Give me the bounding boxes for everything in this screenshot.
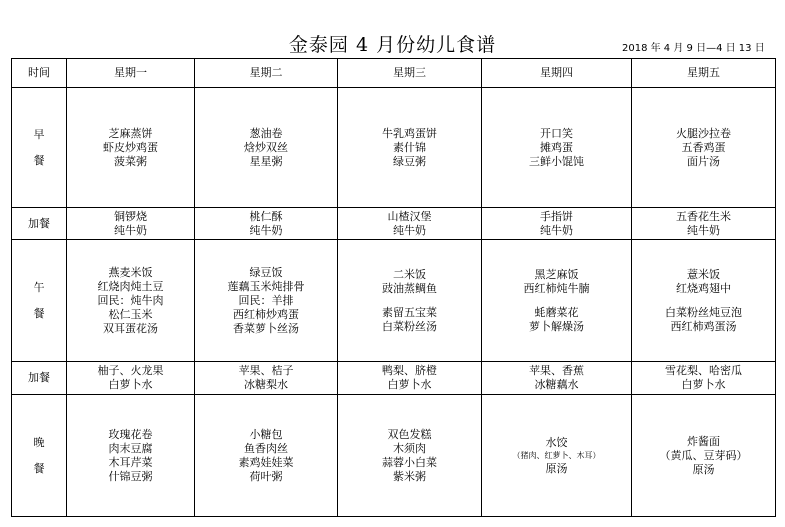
menu-cell	[338, 240, 482, 362]
dish: 西红柿炒鸡蛋	[233, 307, 299, 321]
menu-cell	[482, 88, 632, 208]
dish: 绿豆饭	[249, 265, 283, 279]
dish: 虾皮炒鸡蛋	[103, 140, 158, 154]
dish: 素鸡娃娃菜	[238, 455, 294, 469]
menu-cell	[482, 362, 632, 395]
dish: 纯牛奶	[687, 223, 720, 237]
dish: 白萝卜水	[681, 378, 726, 391]
dish: 白菜粉丝炖豆泡	[665, 305, 742, 319]
dish: 三鲜小馄饨	[529, 154, 584, 168]
slot-char: 餐	[33, 306, 45, 320]
day-header-wed: 星期三	[338, 59, 482, 88]
menu-cell	[482, 395, 632, 517]
blank-line	[338, 296, 481, 306]
slot-breakfast	[12, 88, 67, 208]
dish: 焓炒双丝	[244, 140, 288, 154]
dish: 松仁玉米	[108, 307, 153, 321]
dish: 白萝卜水	[387, 378, 432, 391]
day-header-mon: 星期一	[67, 59, 195, 88]
dish: 素什锦	[393, 140, 426, 154]
dish: 豉油蒸鲷鱼	[382, 281, 437, 295]
dish: （黄瓜、豆芽码）	[659, 448, 748, 462]
dish: 原汤	[692, 462, 715, 476]
dish: 燕麦米饭	[108, 265, 153, 279]
dish: 黑芝麻饭	[534, 267, 579, 281]
dish: 蚝蘑菜花	[534, 305, 579, 319]
menu-cell	[67, 362, 195, 395]
menu-cell	[632, 88, 776, 208]
time-header: 时间	[12, 59, 67, 88]
dish: 纯牛奶	[249, 223, 283, 237]
menu-cell	[67, 88, 195, 208]
dish: 什锦豆粥	[108, 469, 153, 483]
slot-char: 餐	[33, 461, 45, 475]
header-row	[12, 59, 776, 88]
dish: 五香花生米	[676, 209, 731, 223]
menu-cell	[195, 88, 338, 208]
dish: 蒜蓉小白菜	[382, 455, 437, 469]
dish: 菠菜粥	[114, 154, 147, 168]
dish: 萝卜解燥汤	[529, 319, 584, 333]
dish: 莲藕玉米炖排骨	[227, 279, 305, 293]
dish: 柚子、火龙果	[97, 364, 164, 377]
dish: 铜锣烧	[114, 209, 147, 223]
dish: 白菜粉丝汤	[382, 319, 437, 333]
dish: 冰糖藕水	[534, 378, 579, 391]
table-row	[12, 395, 776, 517]
menu-cell	[195, 395, 338, 517]
table-row	[12, 240, 776, 362]
dish: 回民：炖牛肉	[97, 293, 164, 307]
dish: 西红柿炖牛腩	[523, 281, 590, 295]
dish: 摊鸡蛋	[540, 140, 573, 154]
blank-line	[632, 296, 775, 306]
dish: 纯牛奶	[393, 223, 426, 237]
dish: 面片汤	[687, 154, 720, 168]
dish: 纯牛奶	[114, 223, 147, 237]
blank-line	[482, 296, 631, 306]
menu-cell	[195, 240, 338, 362]
menu-cell	[482, 208, 632, 240]
dish: 荷叶粥	[249, 469, 283, 483]
slot-lunch	[12, 240, 67, 362]
menu-cell	[195, 208, 338, 240]
dish: 素留五宝菜	[382, 305, 437, 319]
menu-cell	[632, 240, 776, 362]
dish: 桃仁酥	[249, 209, 283, 223]
dish: 鱼香肉丝	[244, 441, 288, 455]
dish: 苹果、桔子	[238, 364, 294, 377]
dish: 肉末豆腐	[108, 441, 153, 455]
dish: 葱油卷	[249, 126, 283, 140]
menu-cell	[195, 362, 338, 395]
menu-cell	[632, 395, 776, 517]
dish: 二米饭	[393, 267, 426, 281]
slot-char: 午	[33, 280, 45, 294]
dish: 星星粥	[249, 154, 283, 168]
dish: 冰糖梨水	[244, 378, 288, 391]
dish: 雪花梨、哈密瓜	[665, 364, 742, 377]
dish: 回民：羊排	[238, 293, 294, 307]
slot-snack-afternoon: 加餐	[12, 362, 67, 395]
menu-cell	[338, 88, 482, 208]
dish: 牛乳鸡蛋饼	[382, 126, 437, 140]
dish: 双色发糕	[387, 427, 432, 441]
slot-char: 餐	[33, 153, 45, 167]
menu-cell	[67, 208, 195, 240]
dish: 红烧肉炖土豆	[97, 279, 164, 293]
menu-cell	[67, 395, 195, 517]
slot-snack-morning: 加餐	[12, 208, 67, 240]
menu-cell	[67, 240, 195, 362]
dish: 五香鸡蛋	[681, 140, 726, 154]
dish: 木耳芹菜	[108, 455, 153, 469]
day-header-thu: 星期四	[482, 59, 632, 88]
day-header-tue: 星期二	[195, 59, 338, 88]
dish-ingredients: （猪肉、红萝卜、木耳）	[512, 450, 601, 460]
dish: 玫瑰花卷	[108, 427, 153, 441]
dish: 纯牛奶	[540, 223, 573, 237]
dish: 苹果、香蕉	[529, 364, 584, 377]
dish: 香菜萝卜丝汤	[233, 321, 299, 335]
dish: 双耳蛋花汤	[103, 321, 158, 335]
table-row	[12, 208, 776, 240]
dish: 绿豆粥	[393, 154, 426, 168]
dish: 原汤	[545, 461, 568, 475]
slot-char: 晚	[33, 435, 45, 449]
dish: 小糖包	[249, 427, 283, 441]
menu-cell	[338, 395, 482, 517]
dish: 鸭梨、脐橙	[382, 364, 437, 377]
dish: 西红柿鸡蛋汤	[670, 319, 737, 333]
table-row	[12, 362, 776, 395]
date-range: 2018 年 4 月 9 日—4 日 13 日	[622, 43, 765, 54]
table-row	[12, 88, 776, 208]
menu-cell	[338, 362, 482, 395]
page-title: 金泰园 4 月份幼儿食谱	[288, 34, 497, 56]
day-header-fri: 星期五	[632, 59, 776, 88]
dish: 芝麻蒸饼	[108, 126, 153, 140]
menu-cell	[632, 362, 776, 395]
dish: 白萝卜水	[108, 378, 153, 391]
menu-table	[11, 58, 776, 517]
dish: 山楂汉堡	[387, 209, 432, 223]
slot-dinner	[12, 395, 67, 517]
menu-cell	[482, 240, 632, 362]
dish: 紫米粥	[393, 469, 426, 483]
slot-char: 早	[33, 127, 45, 141]
dish: 手指饼	[540, 209, 573, 223]
menu-cell	[632, 208, 776, 240]
dish: 火腿沙拉卷	[676, 126, 731, 140]
dish: 炸酱面	[687, 434, 720, 448]
dish: 水饺	[545, 435, 568, 449]
dish: 红烧鸡翅中	[676, 281, 731, 295]
dish: 薏米饭	[687, 267, 720, 281]
dish: 木须肉	[393, 441, 426, 455]
dish: 开口笑	[540, 126, 573, 140]
menu-cell	[338, 208, 482, 240]
